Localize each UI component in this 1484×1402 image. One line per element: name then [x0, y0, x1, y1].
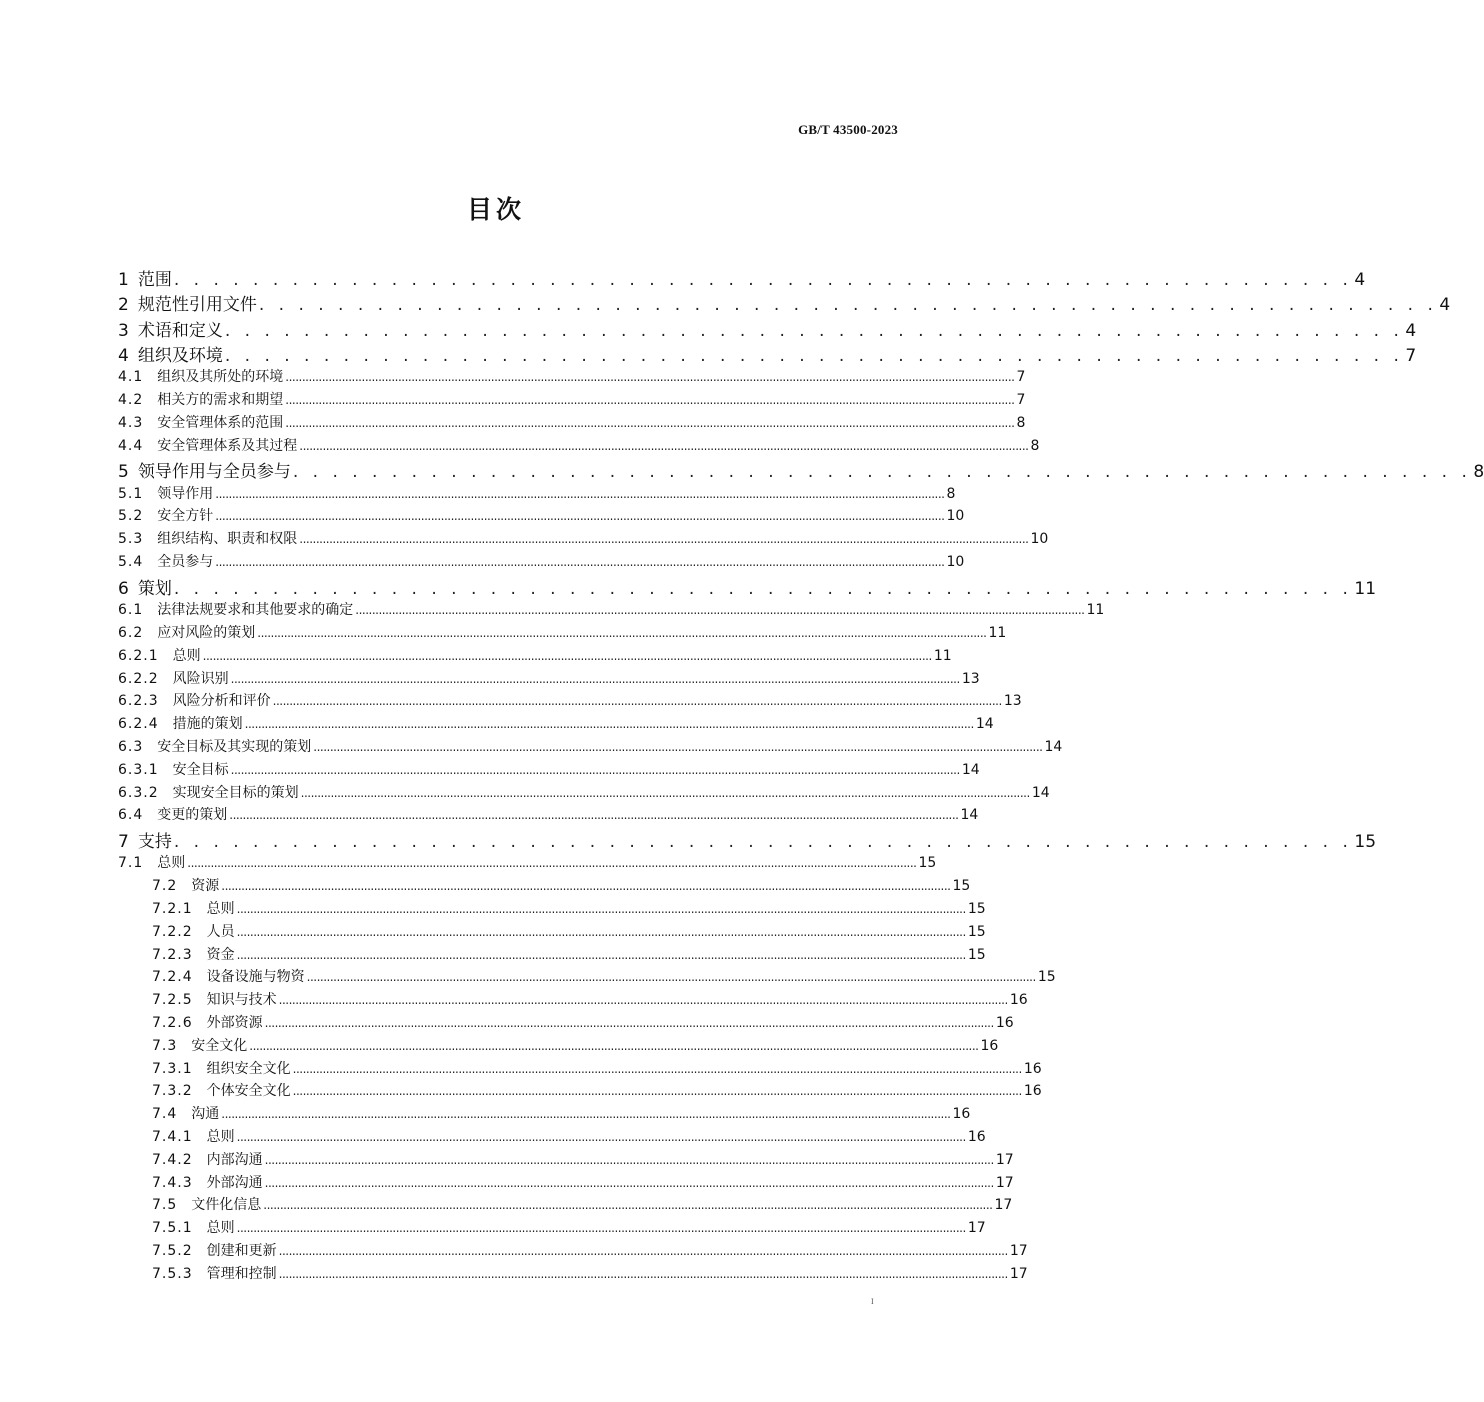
toc-entry-number: 5: [118, 462, 130, 483]
toc-entry-number: 5.1: [118, 485, 144, 502]
standard-code: GB/T 43500-2023: [798, 122, 898, 137]
toc-entry[interactable]: [118, 736, 1063, 759]
leader-dots: ............................................................................................................................................................................................................................: [299, 438, 1029, 453]
leader-dots: ............................................................................................................................................................................................................................: [299, 532, 1029, 547]
toc-entry-number: 6.3: [118, 738, 144, 755]
toc-entry-page: 17: [995, 1174, 1014, 1191]
toc-entry-number: 7.4.3: [152, 1174, 193, 1191]
toc-entry[interactable]: [118, 528, 1049, 551]
toc-entry-label: 知识与技术: [206, 992, 277, 1009]
toc-entry-number: 7.4: [152, 1106, 178, 1123]
toc-entry[interactable]: [118, 1058, 1042, 1081]
leader-dots: ............................................................................................................................................................................................................................: [236, 902, 966, 917]
toc-entry-number: 4: [118, 345, 130, 366]
toc-entry[interactable]: [118, 457, 1484, 483]
toc-entry[interactable]: [118, 412, 1026, 435]
toc-entry[interactable]: [118, 1217, 986, 1240]
leader-dots: ............................................................................................................................................................................................................................: [355, 603, 1085, 618]
leader-dots: ............................................................................................................................................................................................................................: [215, 555, 945, 570]
toc-entry-page: 11: [1354, 578, 1377, 599]
toc-entry[interactable]: [118, 290, 1451, 316]
toc-entry-label: 个体安全文化: [206, 1083, 291, 1100]
toc-entry-number: 6.1: [118, 602, 144, 619]
page-title: 目次: [466, 195, 525, 224]
toc-entry-label: 法律法规要求和其他要求的确定: [157, 602, 354, 619]
toc-entry-page: 11: [1086, 602, 1105, 619]
toc-entry-page: 13: [961, 670, 980, 687]
toc-entry-page: 15: [1354, 832, 1377, 853]
toc-entry[interactable]: [118, 574, 1377, 599]
toc-entry-number: 7.5: [152, 1197, 178, 1214]
toc-entry-number: 7: [118, 832, 130, 853]
leader-dots: ............................................................................................................................................................................................................................: [300, 785, 1030, 800]
leader-dots: ............................................................................................................................................................................................................................: [285, 370, 1015, 385]
toc-entry[interactable]: [118, 668, 980, 691]
toc-entry-label: 支持: [137, 832, 172, 853]
toc-entry-number: 7.4.2: [152, 1151, 193, 1168]
toc-entry-label: 总则: [172, 647, 201, 664]
leader-dots: ............................................................................................................................................................................................................................: [264, 1016, 994, 1030]
leader-dots: ............................................................................................................................................................................................................................: [249, 1038, 979, 1053]
leader-dots: ............................................................................................................................................................................................................................: [313, 739, 1043, 754]
leader-dots: ............................................................................................................................................................................................................................: [229, 808, 959, 823]
toc-entry[interactable]: [118, 827, 1377, 853]
toc-entry-page: 11: [933, 647, 952, 664]
toc-entry[interactable]: [118, 1103, 971, 1126]
toc-entry-number: 7.2.1: [152, 901, 193, 918]
toc-entry-number: 4.2: [118, 391, 144, 408]
toc-entry-number: 7.5.3: [152, 1265, 193, 1282]
toc-entry[interactable]: [118, 944, 986, 967]
toc-entry-page: 13: [1003, 693, 1022, 710]
toc-entry-number: 5.3: [118, 531, 144, 548]
toc-entry-number: 4.3: [118, 414, 144, 431]
toc-entry[interactable]: [118, 645, 952, 668]
toc-entry-page: 10: [946, 554, 965, 571]
toc-entry-label: 变更的策划: [157, 807, 228, 824]
leader-dots: ............................................................................................................................................................................................................................: [221, 879, 951, 894]
toc-entry-page: 8: [1030, 437, 1040, 454]
toc-entry-page: 7: [1016, 369, 1026, 386]
toc-entry-page: 17: [995, 1151, 1014, 1168]
toc-entry-number: 7.2.3: [152, 946, 193, 963]
toc-entry[interactable]: [118, 389, 1026, 412]
leader-dots: . . . . . . . . . . . . . . . . . . . . . . . . . . . . . . . . . . . . . . . . . . . . . . . . . . . . . . . . . . . .: [224, 345, 1404, 366]
toc-entry-label: 措施的策划: [172, 716, 243, 733]
toc-entry[interactable]: [118, 1126, 986, 1149]
toc-entry[interactable]: [118, 265, 1366, 290]
toc-entry-label: 应对风险的策划: [157, 624, 256, 641]
toc-entry[interactable]: [118, 366, 1026, 389]
toc-entry-label: 安全管理体系的范围: [157, 414, 284, 431]
toc-entry-page: 4: [1405, 320, 1417, 341]
leader-dots: ............................................................................................................................................................................................................................: [236, 924, 966, 939]
leader-dots: ............................................................................................................................................................................................................................: [278, 1243, 1008, 1258]
toc-entry-label: 组织结构、职责和权限: [157, 531, 298, 548]
toc-entry-number: 7.4.1: [152, 1128, 193, 1145]
toc-entry-label: 总则: [157, 855, 186, 872]
toc-entry-number: 5.2: [118, 508, 144, 525]
toc-entry[interactable]: [118, 505, 965, 528]
leader-dots: . . . . . . . . . . . . . . . . . . . . . . . . . . . . . . . . . . . . . . . . . . . . . . . . . . . . . . . . . . . .: [173, 832, 1353, 853]
leader-dots: ............................................................................................................................................................................................................................: [292, 1061, 1022, 1076]
toc-entry-page: 10: [1030, 531, 1049, 548]
toc-entry[interactable]: [118, 599, 1105, 622]
toc-entry-page: 14: [960, 807, 979, 824]
toc-entry-label: 文件化信息: [191, 1197, 262, 1214]
toc-entry-number: 6.2.2: [118, 670, 159, 687]
leader-dots: ............................................................................................................................................................................................................................: [278, 993, 1008, 1008]
leader-dots: ............................................................................................................................................................................................................................: [272, 694, 1002, 709]
toc-entry-label: 全员参与: [157, 554, 214, 571]
toc-entry-number: 4.4: [118, 437, 144, 454]
toc-entry-label: 领导作用: [157, 485, 214, 502]
toc-entry-page: 4: [1439, 295, 1451, 316]
toc-entry[interactable]: [118, 622, 1007, 645]
toc-entry-page: 17: [994, 1197, 1013, 1214]
toc-entry-number: 6.2.4: [118, 716, 159, 733]
toc-entry[interactable]: [118, 1149, 1014, 1172]
leader-dots: ............................................................................................................................................................................................................................: [257, 625, 987, 640]
toc-entry-label: 组织安全文化: [206, 1060, 291, 1077]
leader-dots: ............................................................................................................................................................................................................................: [285, 392, 1015, 407]
toc-entry[interactable]: [118, 1035, 999, 1058]
toc-entry[interactable]: [118, 1194, 1013, 1217]
toc-entry-number: 7.2: [152, 878, 178, 895]
toc-entry-number: 7.5.1: [152, 1220, 193, 1237]
toc-entry-label: 组织及其所处的环境: [157, 369, 284, 386]
toc-entry-number: 7.2.4: [152, 969, 193, 986]
leader-dots: ............................................................................................................................................................................................................................: [230, 762, 960, 777]
toc-entry-page: 17: [1009, 1265, 1028, 1282]
toc-entry-number: 4.1: [118, 369, 144, 386]
toc-entry-number: 7.2.6: [152, 1015, 193, 1031]
toc-entry-page: 17: [1009, 1242, 1028, 1259]
toc-entry-label: 安全目标: [172, 761, 229, 778]
toc-entry-number: 7.1: [118, 855, 144, 872]
toc-entry[interactable]: [118, 966, 1056, 989]
toc-entry-page: 15: [952, 878, 971, 895]
leader-dots: ............................................................................................................................................................................................................................: [202, 648, 932, 663]
toc-entry[interactable]: [118, 713, 994, 736]
toc-entry-page: 15: [1037, 969, 1056, 986]
toc-entry-label: 外部资源: [206, 1015, 263, 1031]
toc-entry-label: 人员: [206, 923, 235, 940]
toc-entry[interactable]: [118, 875, 971, 898]
toc-entry[interactable]: [118, 690, 1022, 713]
toc-entry-label: 资源: [191, 878, 220, 895]
leader-dots: ............................................................................................................................................................................................................................: [306, 970, 1036, 985]
toc-entry-label: 策划: [137, 578, 172, 599]
toc-entry[interactable]: [118, 921, 986, 944]
toc-entry-number: 1: [118, 270, 130, 290]
toc-entry-label: 范围: [137, 270, 172, 290]
toc-entry-page: 8: [1016, 414, 1026, 431]
toc-entry-page: 4: [1354, 270, 1366, 290]
toc-entry-number: 6.3.1: [118, 761, 159, 778]
toc-entry-page: 16: [967, 1128, 986, 1145]
toc-entry-page: 7: [1405, 345, 1417, 366]
toc-entry-page: 16: [1023, 1060, 1042, 1077]
leader-dots: ............................................................................................................................................................................................................................: [221, 1107, 951, 1122]
toc-entry-number: 6.2.3: [118, 693, 159, 710]
toc-entry-number: 7.3.1: [152, 1060, 193, 1077]
toc-entry[interactable]: [118, 782, 1050, 805]
toc-entry-number: 7.5.2: [152, 1242, 193, 1259]
leader-dots: ............................................................................................................................................................................................................................: [230, 671, 960, 686]
toc-entry-label: 总则: [206, 1220, 235, 1237]
leader-dots: . . . . . . . . . . . . . . . . . . . . . . . . . . . . . . . . . . . . . . . . . . . . . . . . . . . . . . . . . . . .: [224, 320, 1404, 341]
table-of-contents: [118, 265, 1484, 1286]
toc-entry-page: 17: [967, 1220, 986, 1237]
leader-dots: . . . . . . . . . . . . . . . . . . . . . . . . . . . . . . . . . . . . . . . . . . . . . . . . . . . . . . . . . . . .: [173, 270, 1353, 290]
toc-entry-number: 6: [118, 578, 130, 599]
toc-entry-page: 10: [946, 508, 965, 525]
toc-entry-page: 16: [995, 1015, 1014, 1031]
toc-entry-number: 7.2.2: [152, 923, 193, 940]
toc-entry-page: 15: [967, 946, 986, 963]
leader-dots: ............................................................................................................................................................................................................................: [285, 415, 1015, 430]
toc-entry[interactable]: [118, 898, 986, 921]
toc-entry-page: 14: [1044, 738, 1063, 755]
toc-entry[interactable]: [118, 1240, 1028, 1263]
toc-entry-label: 风险识别: [172, 670, 229, 687]
toc-entry-number: 6.4: [118, 807, 144, 824]
toc-entry-label: 风险分析和评价: [172, 693, 271, 710]
toc-entry-page: 8: [1473, 462, 1484, 483]
toc-entry-label: 创建和更新: [206, 1242, 277, 1259]
leader-dots: ............................................................................................................................................................................................................................: [215, 486, 945, 501]
toc-entry[interactable]: [118, 1012, 1014, 1035]
toc-entry[interactable]: [118, 852, 937, 875]
toc-entry-label: 设备设施与物资: [206, 969, 305, 986]
leader-dots: ............................................................................................................................................................................................................................: [187, 856, 917, 871]
toc-entry[interactable]: [118, 759, 980, 782]
toc-entry-number: 6.2: [118, 624, 144, 641]
leader-dots: . . . . . . . . . . . . . . . . . . . . . . . . . . . . . . . . . . . . . . . . . . . . . . . . . . . . . . . . . . . .: [258, 295, 1438, 316]
toc-entry-page: 14: [1031, 784, 1050, 801]
page-number-mark: I: [871, 1297, 874, 1306]
toc-entry-label: 沟通: [191, 1106, 220, 1123]
toc-entry[interactable]: [118, 316, 1417, 341]
toc-entry-label: 安全目标及其实现的策划: [157, 738, 312, 755]
leader-dots: ............................................................................................................................................................................................................................: [278, 1266, 1008, 1281]
leader-dots: ............................................................................................................................................................................................................................: [236, 1221, 966, 1236]
toc-entry-label: 规范性引用文件: [137, 295, 257, 316]
toc-entry-label: 安全方针: [157, 508, 214, 525]
toc-entry-label: 实现安全目标的策划: [172, 784, 299, 801]
toc-entry-page: 14: [975, 716, 994, 733]
toc-entry-page: 16: [1023, 1083, 1042, 1100]
toc-entry-label: 术语和定义: [137, 320, 223, 341]
toc-entry-page: 15: [967, 901, 986, 918]
leader-dots: ............................................................................................................................................................................................................................: [244, 717, 974, 732]
toc-entry-page: 8: [946, 485, 956, 502]
toc-entry-page: 16: [980, 1037, 999, 1054]
leader-dots: ............................................................................................................................................................................................................................: [264, 1152, 994, 1167]
toc-entry-label: 外部沟通: [206, 1174, 263, 1191]
toc-entry-page: 14: [961, 761, 980, 778]
toc-entry-label: 管理和控制: [206, 1265, 277, 1282]
toc-entry-label: 领导作用与全员参与: [137, 462, 291, 483]
toc-entry-number: 7.3.2: [152, 1083, 193, 1100]
toc-entry-page: 11: [988, 624, 1007, 641]
toc-entry[interactable]: [118, 551, 965, 574]
toc-entry-page: 15: [918, 855, 937, 872]
toc-entry-label: 相关方的需求和期望: [157, 391, 284, 408]
leader-dots: . . . . . . . . . . . . . . . . . . . . . . . . . . . . . . . . . . . . . . . . . . . . . . . . . . . . . . . . . . . .: [292, 462, 1472, 483]
toc-entry-label: 总则: [206, 1128, 235, 1145]
toc-entry[interactable]: [118, 989, 1028, 1012]
toc-entry-page: 16: [952, 1106, 971, 1123]
toc-entry-number: 7.2.5: [152, 992, 193, 1009]
toc-entry[interactable]: [118, 483, 956, 506]
toc-entry-number: 6.2.1: [118, 647, 159, 664]
toc-entry-page: 16: [1009, 992, 1028, 1009]
toc-entry[interactable]: [118, 1263, 1028, 1286]
toc-entry-label: 组织及环境: [137, 345, 223, 366]
toc-entry-page: 15: [967, 923, 986, 940]
toc-entry-number: 5.4: [118, 554, 144, 571]
leader-dots: ............................................................................................................................................................................................................................: [236, 1129, 966, 1144]
leader-dots: ............................................................................................................................................................................................................................: [264, 1175, 994, 1190]
toc-entry-label: 安全管理体系及其过程: [157, 437, 298, 454]
leader-dots: ............................................................................................................................................................................................................................: [292, 1084, 1022, 1099]
toc-entry-page: 7: [1016, 391, 1026, 408]
toc-entry-label: 总则: [206, 901, 235, 918]
toc-entry-number: 7.3: [152, 1037, 178, 1054]
leader-dots: ............................................................................................................................................................................................................................: [236, 947, 966, 962]
toc-entry[interactable]: [118, 804, 979, 827]
toc-entry[interactable]: [118, 341, 1417, 366]
toc-entry-label: 内部沟通: [206, 1151, 263, 1168]
toc-entry[interactable]: [118, 435, 1040, 458]
toc-entry-number: 6.3.2: [118, 784, 159, 801]
leader-dots: ............................................................................................................................................................................................................................: [263, 1198, 993, 1213]
toc-entry-number: 2: [118, 295, 130, 316]
leader-dots: . . . . . . . . . . . . . . . . . . . . . . . . . . . . . . . . . . . . . . . . . . . . . . . . . . . . . . . . . . . .: [173, 578, 1353, 599]
toc-entry[interactable]: [118, 1080, 1042, 1103]
toc-entry-number: 3: [118, 320, 130, 341]
toc-entry-label: 安全文化: [191, 1037, 248, 1054]
toc-entry[interactable]: [118, 1172, 1014, 1195]
toc-entry-label: 资金: [206, 946, 235, 963]
leader-dots: ............................................................................................................................................................................................................................: [215, 509, 945, 524]
